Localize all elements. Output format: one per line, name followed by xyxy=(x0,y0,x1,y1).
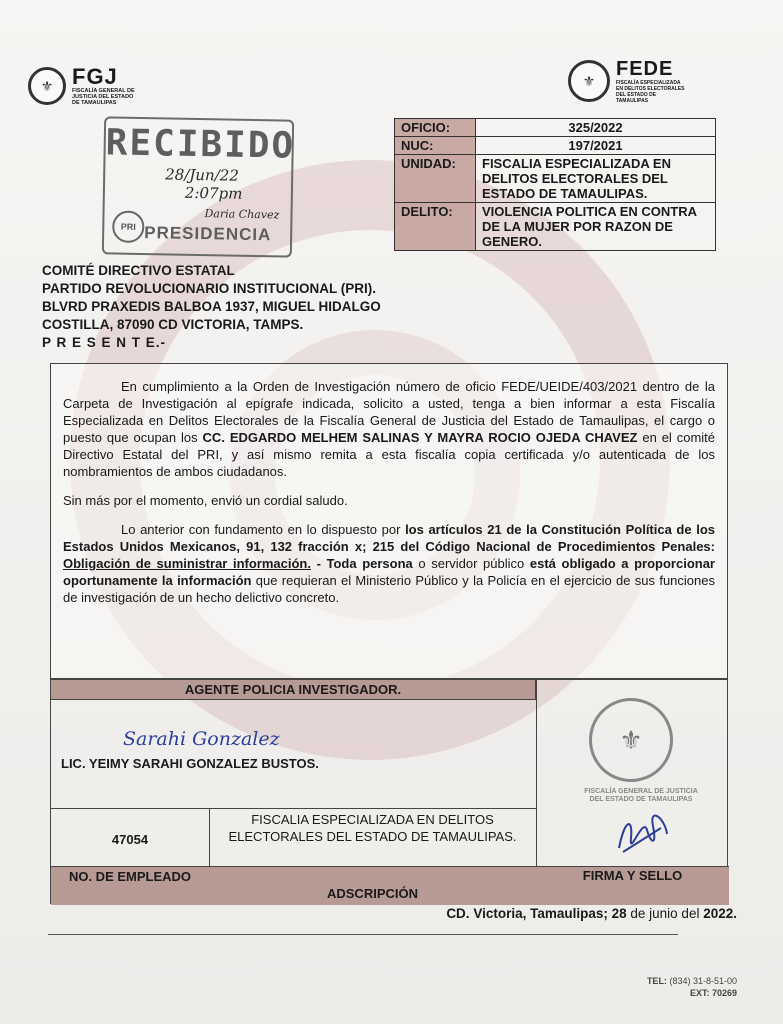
recipient-address xyxy=(42,262,381,352)
body-text: En cumplimiento a la Orden de Investigación número de oficio FEDE/UEIDE/403/2021 dentro de la Carpeta de Investigación al epígrafe indicada, solicito a usted, tenga a bien informar a esta Fiscalía Especializada en Delitos Electorales de la Fiscalía General de Justicia del Estado de Tamaulipas, el cargo o puesto que ocupan los xyxy=(63,379,715,445)
case-row-unidad xyxy=(395,155,716,203)
footer-phone-number: (834) 31-8-51-00 xyxy=(669,976,737,986)
body-text: Lo anterior con fundamento en lo dispuesto por xyxy=(121,522,406,537)
body-text-underlined: Obligación de suministrar información. xyxy=(63,556,311,571)
stamp-date: 28/Jun/22 xyxy=(165,165,239,185)
agent-block xyxy=(50,679,728,904)
footer-rule xyxy=(48,934,678,935)
footer-extension: EXT: 70269 xyxy=(689,988,737,998)
footer-contact xyxy=(647,975,737,999)
recipient-line: COMITÉ DIRECTIVO ESTATAL xyxy=(42,263,235,278)
seal-caption: FISCALÍA GENERAL DE JUSTICIA DEL ESTADO DE TAMAULIPAS xyxy=(584,788,698,803)
case-row-oficio xyxy=(395,119,716,137)
case-label: DELITO: xyxy=(395,203,476,251)
case-label: UNIDAD: xyxy=(395,155,476,203)
fede-logo-subtitle: FISCALÍA ESPECIALIZADA EN DELITOS ELECTORALES DEL ESTADO DE TAMAULIPAS xyxy=(616,80,685,104)
fede-logo xyxy=(568,58,688,104)
body-text: que requieran el Ministerio Público y la Policía en el ejercicio de sus funciones de investigación de un hecho delictivo concreto. xyxy=(63,573,715,605)
employee-number: 47054 xyxy=(111,832,149,847)
case-label: NUC: xyxy=(395,137,476,155)
body-text-bold: está obligado a proporcionar oportunamente la información xyxy=(63,556,715,588)
place-date xyxy=(446,906,737,921)
pri-emblem-icon: PRI xyxy=(112,211,145,244)
signature-scribble-icon xyxy=(613,808,673,858)
footer-phone xyxy=(647,975,737,987)
row-divider xyxy=(51,808,536,809)
case-info-table xyxy=(394,118,716,251)
recipient-line: COSTILLA, 87090 CD VICTORIA, TAMPS. xyxy=(42,317,304,332)
fgj-seal-icon: ⚜ xyxy=(28,67,66,105)
received-stamp xyxy=(102,116,294,257)
agent-name: LIC. YEIMY SARAHI GONZALEZ BUSTOS. xyxy=(61,756,319,771)
fgj-logo xyxy=(28,66,142,106)
body-text: en el comité Directivo Estatal del PRI, y así mismo remita a esta fiscalía copia certificada y/o autenticada de los nombramientos de ambos ciudadanos. xyxy=(63,430,715,479)
fgj-logo-subtitle: FISCALÍA GENERAL DE JUSTICIA DEL ESTADO DE TAMAULIPAS xyxy=(72,88,135,106)
recipient-line: BLVRD PRAXEDIS BALBOA 1937, MIGUEL HIDALGO xyxy=(42,299,381,314)
adscription-label: ADSCRIPCIÓN xyxy=(326,886,418,901)
case-row-delito xyxy=(395,203,716,251)
letter-body xyxy=(50,363,728,679)
body-paragraph-request xyxy=(63,378,715,480)
stamp-area: PRESIDENCIA xyxy=(144,223,272,245)
fede-seal-icon: ⚜ xyxy=(568,60,610,102)
agent-header: AGENTE POLICIA INVESTIGADOR. xyxy=(51,680,536,700)
recipient-line: PARTIDO REVOLUCIONARIO INSTITUCIONAL (PRI). xyxy=(42,281,376,296)
stamp-time: 2:07pm xyxy=(184,183,243,203)
agent-signature: Sarahi Gonzalez xyxy=(123,728,280,750)
case-row-nuc xyxy=(395,137,716,155)
official-seal-icon: ⚜ xyxy=(589,698,673,782)
stamp-signer: Daria Chavez xyxy=(204,207,280,222)
place-date-month: de junio del xyxy=(630,906,704,921)
body-text-bold: CC. EDGARDO MELHEM SALINAS Y MAYRA ROCIO OJEDA CHAVEZ xyxy=(202,430,638,445)
adscription-value: FISCALIA ESPECIALIZADA EN DELITOS ELECTORALES DEL ESTADO DE TAMAULIPAS. xyxy=(228,812,517,844)
footer-phone-label: TEL: xyxy=(646,976,667,986)
fgj-logo-name: FGJ xyxy=(72,64,118,89)
stamp-title: RECIBIDO xyxy=(105,122,296,167)
employee-number-label: NO. DE EMPLEADO xyxy=(68,869,192,884)
body-paragraph-legal xyxy=(63,521,715,606)
place-date-year: 2022. xyxy=(703,906,737,921)
recipient-greeting: P R E S E N T E.- xyxy=(42,335,167,350)
case-value: 325/2022 xyxy=(476,119,716,137)
body-text-bold: - Toda persona xyxy=(310,556,413,571)
case-value: VIOLENCIA POLITICA EN CONTRA DE LA MUJER POR RAZON DE GENERO. xyxy=(476,203,716,251)
body-paragraph-greeting: Sin más por el momento, envió un cordial saludo. xyxy=(63,493,348,508)
sign-seal-label: FIRMA Y SELLO xyxy=(582,868,683,883)
fede-logo-name: FEDE xyxy=(616,58,674,80)
body-text-bold: los artículos 21 de la Constitución Política de los Estados Unidos Mexicanos, 91, 132 fracción x; 215 del Código Nacional de Procedimientos Penales: xyxy=(63,522,715,554)
body-text: o servidor público xyxy=(412,556,530,571)
case-value: FISCALIA ESPECIALIZADA EN DELITOS ELECTORALES DEL ESTADO DE TAMAULIPAS. xyxy=(476,155,716,203)
case-value: 197/2021 xyxy=(476,137,716,155)
place-date-prefix: CD. Victoria, Tamaulipas; 28 xyxy=(446,906,631,921)
case-label: OFICIO: xyxy=(395,119,476,137)
